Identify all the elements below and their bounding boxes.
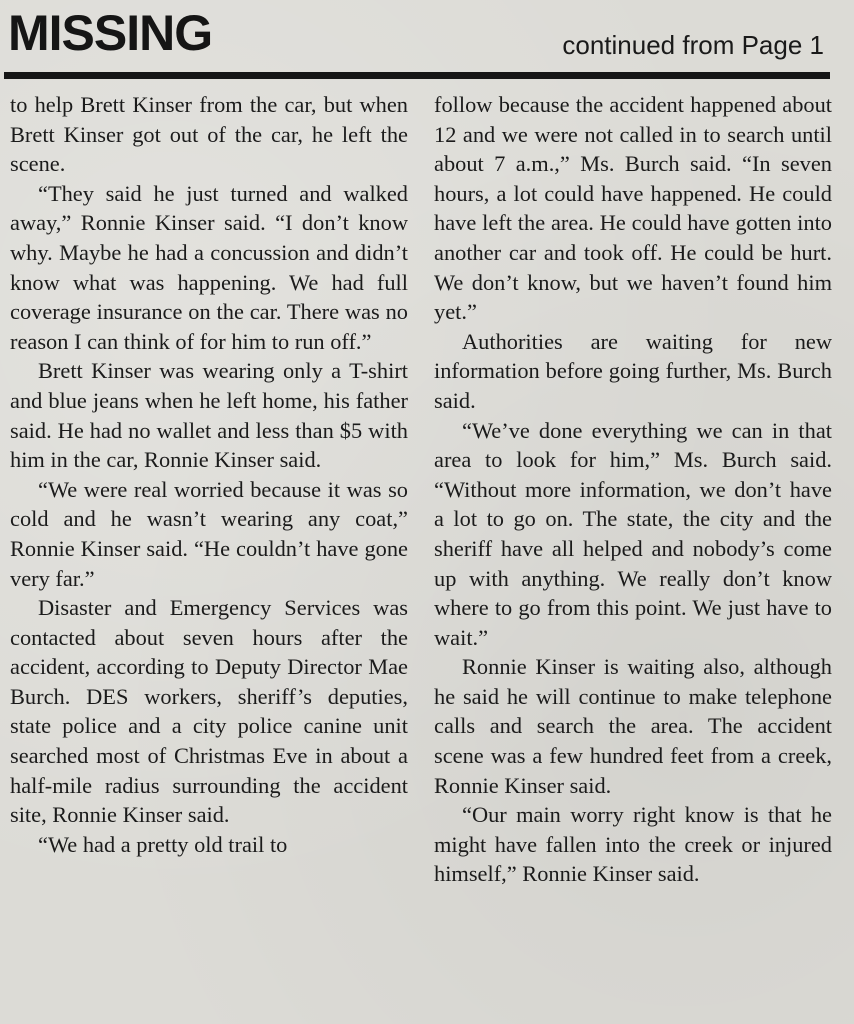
paragraph-right-4: Ronnie Kinser is waiting also, although he said he will continue to make telephone calls and search the area. The accident scene was a few hundred feet from a creek, Ronnie Kinser said. (434, 654, 832, 798)
right-column (434, 90, 832, 1020)
section-kicker: MISSING (8, 5, 213, 61)
header-rule (4, 72, 830, 79)
article-header (0, 0, 854, 86)
left-column (10, 90, 408, 1020)
continued-from-label: continued from Page 1 (562, 30, 824, 60)
paragraph-left-6: “We had a pretty old trail to (38, 831, 288, 857)
paragraph-right-2: Authorities are waiting for new information before going further, Ms. Burch said. (434, 328, 832, 413)
paragraph-left-4: “We were real worried because it was so cold and he wasn’t wearing any coat,” Ronnie Kinser said. “He couldn’t have gone very far.” (10, 476, 408, 591)
paragraph-left-2: “They said he just turned and walked away,” Ronnie Kinser said. “I don’t know why. Maybe he had a concussion and didn’t know what was happening. We had full coverage insurance on the car. There was no reason I can think of for him to run off.” (10, 180, 408, 354)
paragraph-right-5: “Our main worry right know is that he might have fallen into the creek or injured himself,” Ronnie Kinser said. (434, 802, 832, 887)
paragraph-left-1: to help Brett Kinser from the car, but when Brett Kinser got out of the car, he left the scene. (10, 92, 408, 177)
paragraph-left-3: Brett Kinser was wearing only a T-shirt and blue jeans when he left home, his father said. He had no wallet and less than $5 with him in the car, Ronnie Kinser said. (10, 358, 408, 473)
paragraph-right-1: follow because the accident happened about 12 and we were not called in to search until about 7 a.m.,” Ms. Burch said. “In seven hours, a lot could have happened. He could have left the area. He could have gotten into another car and took off. He could be hurt. We don’t know, but we haven’t found him yet.” (434, 92, 832, 325)
paragraph-right-3: “We’ve done everything we can in that area to look for him,” Ms. Burch said. “Without more information, we don’t have a lot to go on. The state, the city and the sheriff have all helped and nobody’s come up with anything. We really don’t know where to go from this point. We just have to wait.” (434, 417, 832, 650)
paragraph-left-5: Disaster and Emergency Services was contacted about seven hours after the accident, according to Deputy Director Mae Burch. DES workers, sheriff’s deputies, state police and a city police canine unit searched most of Christmas Eve in about a half-mile radius surrounding the accident site, Ronnie Kinser said. (10, 595, 408, 828)
